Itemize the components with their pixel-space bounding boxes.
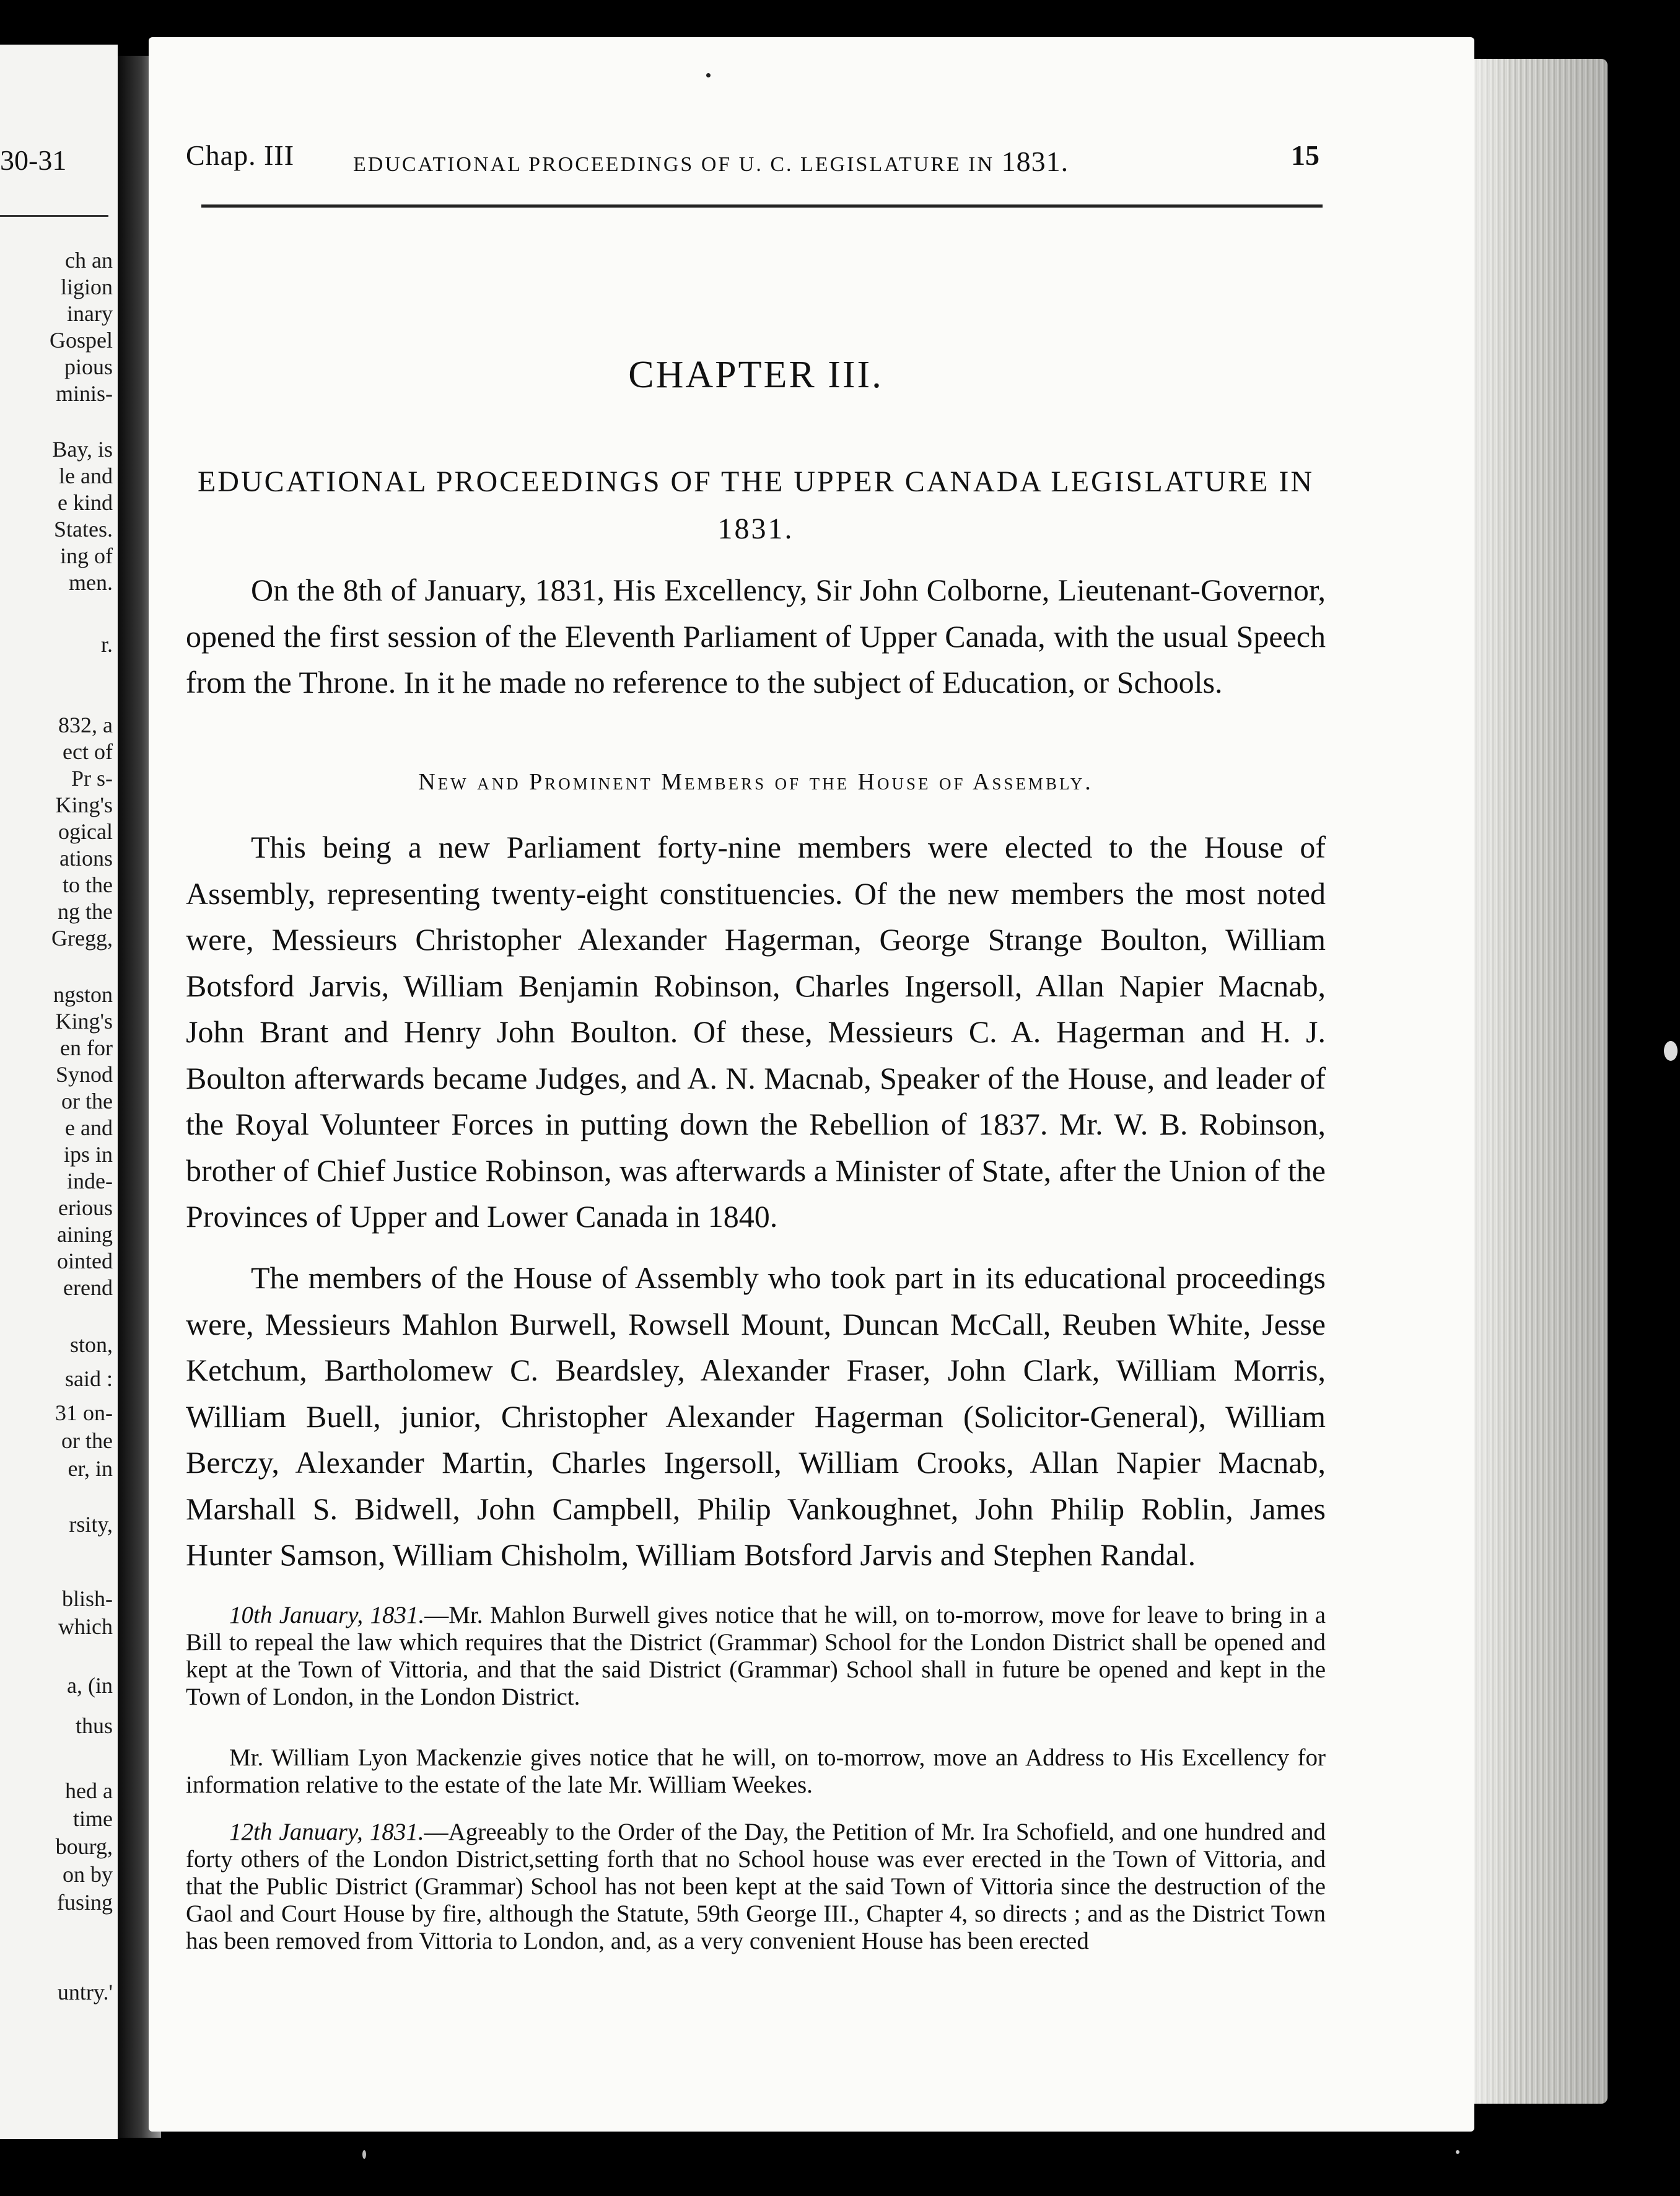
- facing-page-line: ogical: [58, 819, 113, 844]
- facing-page-line: pious: [64, 354, 113, 379]
- facing-page-line: ligion: [60, 274, 113, 299]
- facing-page-line: or the: [61, 1428, 113, 1453]
- facing-page-line: hed a: [65, 1778, 113, 1803]
- facing-page-line: or the: [61, 1089, 113, 1113]
- facing-page-line: ointed: [57, 1249, 113, 1273]
- facing-page-line: Bay, is: [52, 437, 113, 462]
- facing-page-line: fusing: [57, 1890, 113, 1915]
- scan-speck: [1664, 1041, 1678, 1061]
- facing-page-line: thus: [75, 1713, 113, 1738]
- section-heading: New and Prominent Members of the House of Assembly.: [418, 769, 1093, 795]
- facing-page-line: inary: [67, 301, 113, 326]
- facing-page-line: ing of: [60, 543, 113, 568]
- facing-page-line: e kind: [58, 490, 113, 515]
- facing-page-fragment: [0, 45, 118, 2139]
- page-number: 15: [1291, 139, 1319, 171]
- facing-page-line: which: [58, 1614, 113, 1639]
- facing-page-line: King's: [55, 793, 113, 817]
- facing-page-line: time: [73, 1806, 113, 1831]
- facing-page-line: rsity,: [69, 1512, 113, 1537]
- facing-page-line: bourg,: [55, 1834, 113, 1859]
- running-head-chapter: Chap. III: [186, 139, 295, 171]
- facing-page-line: er, in: [68, 1456, 113, 1481]
- paragraph-new-members: This being a new Parliament forty-nine members were elected to the House of Assembly, representing twenty-eight constituencies. Of the new members the most noted were, Messieurs Christopher Alexander Hagerman, George Strange Boulton, William Botsford Jarvis, William Benjamin Robinson, Charles Ingersoll, Allan Napier Macnab, John Brant and Henry John Boulton. Of these, Messieurs C. A. Hagerman and H. J. Boulton afterwards became Judges, and A. N. Macnab, Speaker of the House, and leader of the Royal Volunteer Forces in putting down the Rebellion of 1837. Mr. W. B. Robinson, brother of Chief Justice Robinson, was afterwards a Minister of State, after the Union of the Provinces of Upper and Lower Canada in 1840.: [186, 830, 1326, 1234]
- facing-page-line: ngston: [53, 982, 113, 1007]
- page-block-edge: [1456, 59, 1608, 2104]
- running-head-title: [353, 145, 1069, 178]
- entry-date: 10th January, 1831.: [229, 1602, 425, 1628]
- facing-page-rule: [0, 215, 108, 217]
- facing-page-line: Gospel: [50, 328, 113, 353]
- facing-page-line: King's: [55, 1009, 113, 1034]
- journal-entry-10-january: [186, 1602, 1326, 1711]
- facing-page-line: ch an: [65, 248, 113, 273]
- facing-page-line: aining: [57, 1222, 113, 1247]
- entry-text: —Mr. Mahlon Burwell gives notice that he will, on to-morrow, move for leave to bring in a Bill to repeal the law which requires that the District (Grammar) School for the London District shall be opened and kept at the Town of Vittoria, and that the said District (Grammar) School shall in future be opened and kept in the Town of London, in the London District.: [186, 1602, 1326, 1710]
- facing-page-line: erious: [58, 1195, 113, 1220]
- facing-page-line: ng the: [58, 899, 113, 924]
- facing-page-line: States.: [54, 517, 113, 542]
- facing-page-line: 31 on-: [55, 1400, 113, 1425]
- scan-speck: [362, 2150, 366, 2159]
- scan-speck: [1456, 2150, 1459, 2154]
- paragraph-educational-members: The members of the House of Assembly who took part in its educational proceedings were, Messieurs Mahlon Burwell, Rowsell Mount, Duncan McCall, Reuben White, Jesse Ketchum, Bartholomew C. Beardsley, Alexander Fraser, John Clark, William Morris, William Buell, junior, Christopher Alexander Hagerman (Solicitor-General), William Berczy, Alexander Martin, Charles Ingersoll, William Crooks, Allan Napier Macnab, Marshall S. Bidwell, John Campbell, Philip Vankoughnet, John Philip Roblin, James Hunter Samson, William Chisholm, William Botsford Jarvis and Stephen Randal.: [186, 1260, 1326, 1572]
- paragraph-opening-session: On the 8th of January, 1831, His Excellency, Sir John Colborne, Lieutenant-Governor, opened the first session of the Eleventh Parliament of Upper Canada, with the usual Speech from the Throne. In it he made no reference to the subject of Education, or Schools.: [186, 573, 1326, 700]
- running-head-title-text: EDUCATIONAL PROCEEDINGS OF U. C. LEGISLATURE IN: [353, 153, 995, 176]
- running-head-year: 1831.: [1001, 146, 1069, 177]
- facing-page-line: Gregg,: [51, 926, 113, 951]
- facing-page-line: ect of: [63, 739, 113, 764]
- facing-page-line: minis-: [55, 381, 113, 406]
- running-head: [186, 136, 1319, 180]
- facing-page-line: le and: [59, 463, 113, 488]
- chapter-title: EDUCATIONAL PROCEEDINGS OF THE UPPER CANADA LEGISLATURE IN 1831.: [197, 465, 1315, 545]
- facing-page-line: 832, a: [58, 713, 113, 737]
- entry-text: —Agreeably to the Order of the Day, the Petition of Mr. Ira Schofield, and one hundred and forty others of the London District,setting forth that no School house was ever erected in the Town of Vittoria, and that the Public District (Grammar) School has not been kept at the said Town of Vittoria since the destruction of the Gaol and Court House by fire, although the Statute, 59th George III., Chapter 4, so directs ; and as the District Town has been removed from Vittoria to London, and, as a very convenient House has been erected: [186, 1819, 1326, 1954]
- journal-entry-mackenzie: [186, 1744, 1326, 1799]
- facing-page-line: e and: [65, 1115, 113, 1140]
- facing-page-line: ips in: [63, 1142, 113, 1167]
- facing-page-line: en for: [60, 1035, 113, 1060]
- entry-date: 12th January, 1831.: [229, 1819, 424, 1845]
- facing-page-line: untry.': [57, 1980, 113, 2005]
- facing-page-line: r.: [100, 632, 113, 657]
- facing-page-line: inde-: [67, 1169, 113, 1193]
- scan-speck: [706, 73, 711, 77]
- chapter-heading: CHAPTER III.: [628, 354, 883, 396]
- entry-text: Mr. William Lyon Mackenzie gives notice that he will, on to-morrow, move an Address to His Excellency for information relative to the estate of the late Mr. William Weekes.: [186, 1744, 1326, 1798]
- header-rule: [201, 204, 1323, 208]
- facing-page-line: on by: [63, 1862, 113, 1887]
- facing-page-line: Pr s-: [71, 766, 113, 791]
- journal-entry-12-january: [186, 1819, 1326, 1955]
- facing-page-line: ations: [59, 846, 113, 871]
- facing-page-line: men.: [69, 570, 113, 595]
- facing-page-line: erend: [63, 1275, 113, 1300]
- facing-page-line: ston,: [69, 1332, 113, 1357]
- facing-page-line: Synod: [55, 1062, 113, 1087]
- facing-page-header: 30-31: [0, 144, 67, 176]
- facing-page-line: blish-: [61, 1586, 113, 1611]
- facing-page-line: a, (in: [67, 1673, 113, 1698]
- facing-page-line: to the: [63, 872, 113, 897]
- facing-page-line: said :: [65, 1366, 113, 1391]
